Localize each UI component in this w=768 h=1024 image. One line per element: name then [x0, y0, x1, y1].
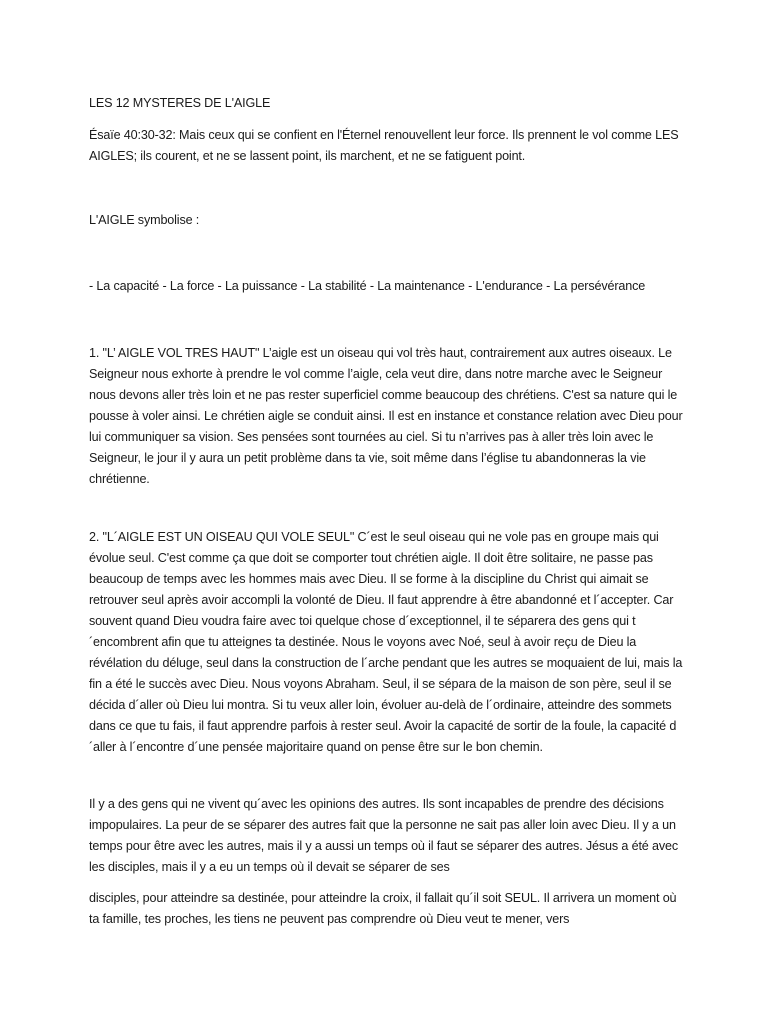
symbolise-list: - La capacité - La force - La puissance - La stabilité - La maintenance - L'endurance - La persévérance	[89, 279, 646, 293]
scripture-verse: Ésaïe 40:30-32: Mais ceux qui se confient en l'Éternel renouvellent leur force. Ils prennent le vol comme LES AIGLES; ils courent, et ne se lassent point, ils marchent, et ne se fatiguent point.	[89, 128, 679, 163]
paragraph-2: 2. "L´AIGLE EST UN OISEAU QUI VOLE SEUL" C´est le seul oiseau qui ne vole pas en groupe mais qui évolue seul. C'est comme ça que doit se comporter tout chrétien aigle. Il doit être solitaire, ne passe pas beaucoup de temps avec les hommes mais avec Dieu. Il se forme à la discipline du Christ qui aimait se retrouver seul après avoir accompli la volonté de Dieu. Il faut apprendre à être abandonné et l´accepter. Car souvent quand Dieu voudra faire avec toi quelque chose d´exceptionnel, il te séparera des gens qui t´encombrent afin que tu atteignes ta destinée. Nous le voyons avec Noé, seul à avoir reçu de Dieu la révélation du déluge, seul dans la construction de l´arche pendant que les autres se moquaient de lui, mais la fin a été le succès avec Dieu. Nous voyons Abraham. Seul, il se sépara de la maison de son père, seul il se décida d´aller où Dieu lui montra. Si tu veux aller loin, évoluer au-delà de l´ordinaire, atteindre des sommets dans ce que tu fais, il faut apprendre parfois à rester seul. Avoir la capacité de sortir de la foule, la capacité d´aller à l´encontre d´une pensée majoritaire quand on pense être sur le bon chemin.	[89, 530, 683, 754]
symbolise-heading: L'AIGLE symbolise :	[89, 213, 200, 227]
paragraph-4: disciples, pour atteindre sa destinée, pour atteindre la croix, il fallait qu´il soit SEUL. Il arrivera un moment où ta famille, tes proches, les tiens ne peuvent pas comprendre où Dieu veut te mener, vers	[89, 891, 677, 926]
paragraph-1: 1. "L’ AIGLE VOL TRES HAUT" L’aigle est un oiseau qui vol très haut, contrairement aux autres oiseaux. Le Seigneur nous exhorte à prendre le vol comme l’aigle, cela veut dire, dans notre marche avec le Seigneur nous devons aller très loin et ne pas rester superficiel comme beaucoup des chrétiens. C'est sa nature qui le pousse à voler ainsi. Le chrétien aigle se conduit ainsi. Il est en instance et constance relation avec Dieu pour lui communiquer sa vision. Ses pensées sont tournées au ciel. Si tu n’arrives pas à aller très loin avec le Seigneur, le jour il y aura un petit problème dans ta vie, soit même dans l’église tu abandonneras la vie chrétienne.	[89, 346, 683, 486]
paragraph-3: Il y a des gens qui ne vivent qu´avec les opinions des autres. Ils sont incapables de prendre des décisions impopulaires. La peur de se séparer des autres fait que la personne ne sait pas aller loin avec Dieu. Il y a un temps pour être avec les autres, mais il y a aussi un temps où il faut se séparer des autres. Jésus a été avec les disciples, mais il y a eu un temps où il devait se séparer de ses	[89, 797, 678, 874]
document-title: LES 12 MYSTERES DE L'AIGLE	[89, 96, 271, 110]
